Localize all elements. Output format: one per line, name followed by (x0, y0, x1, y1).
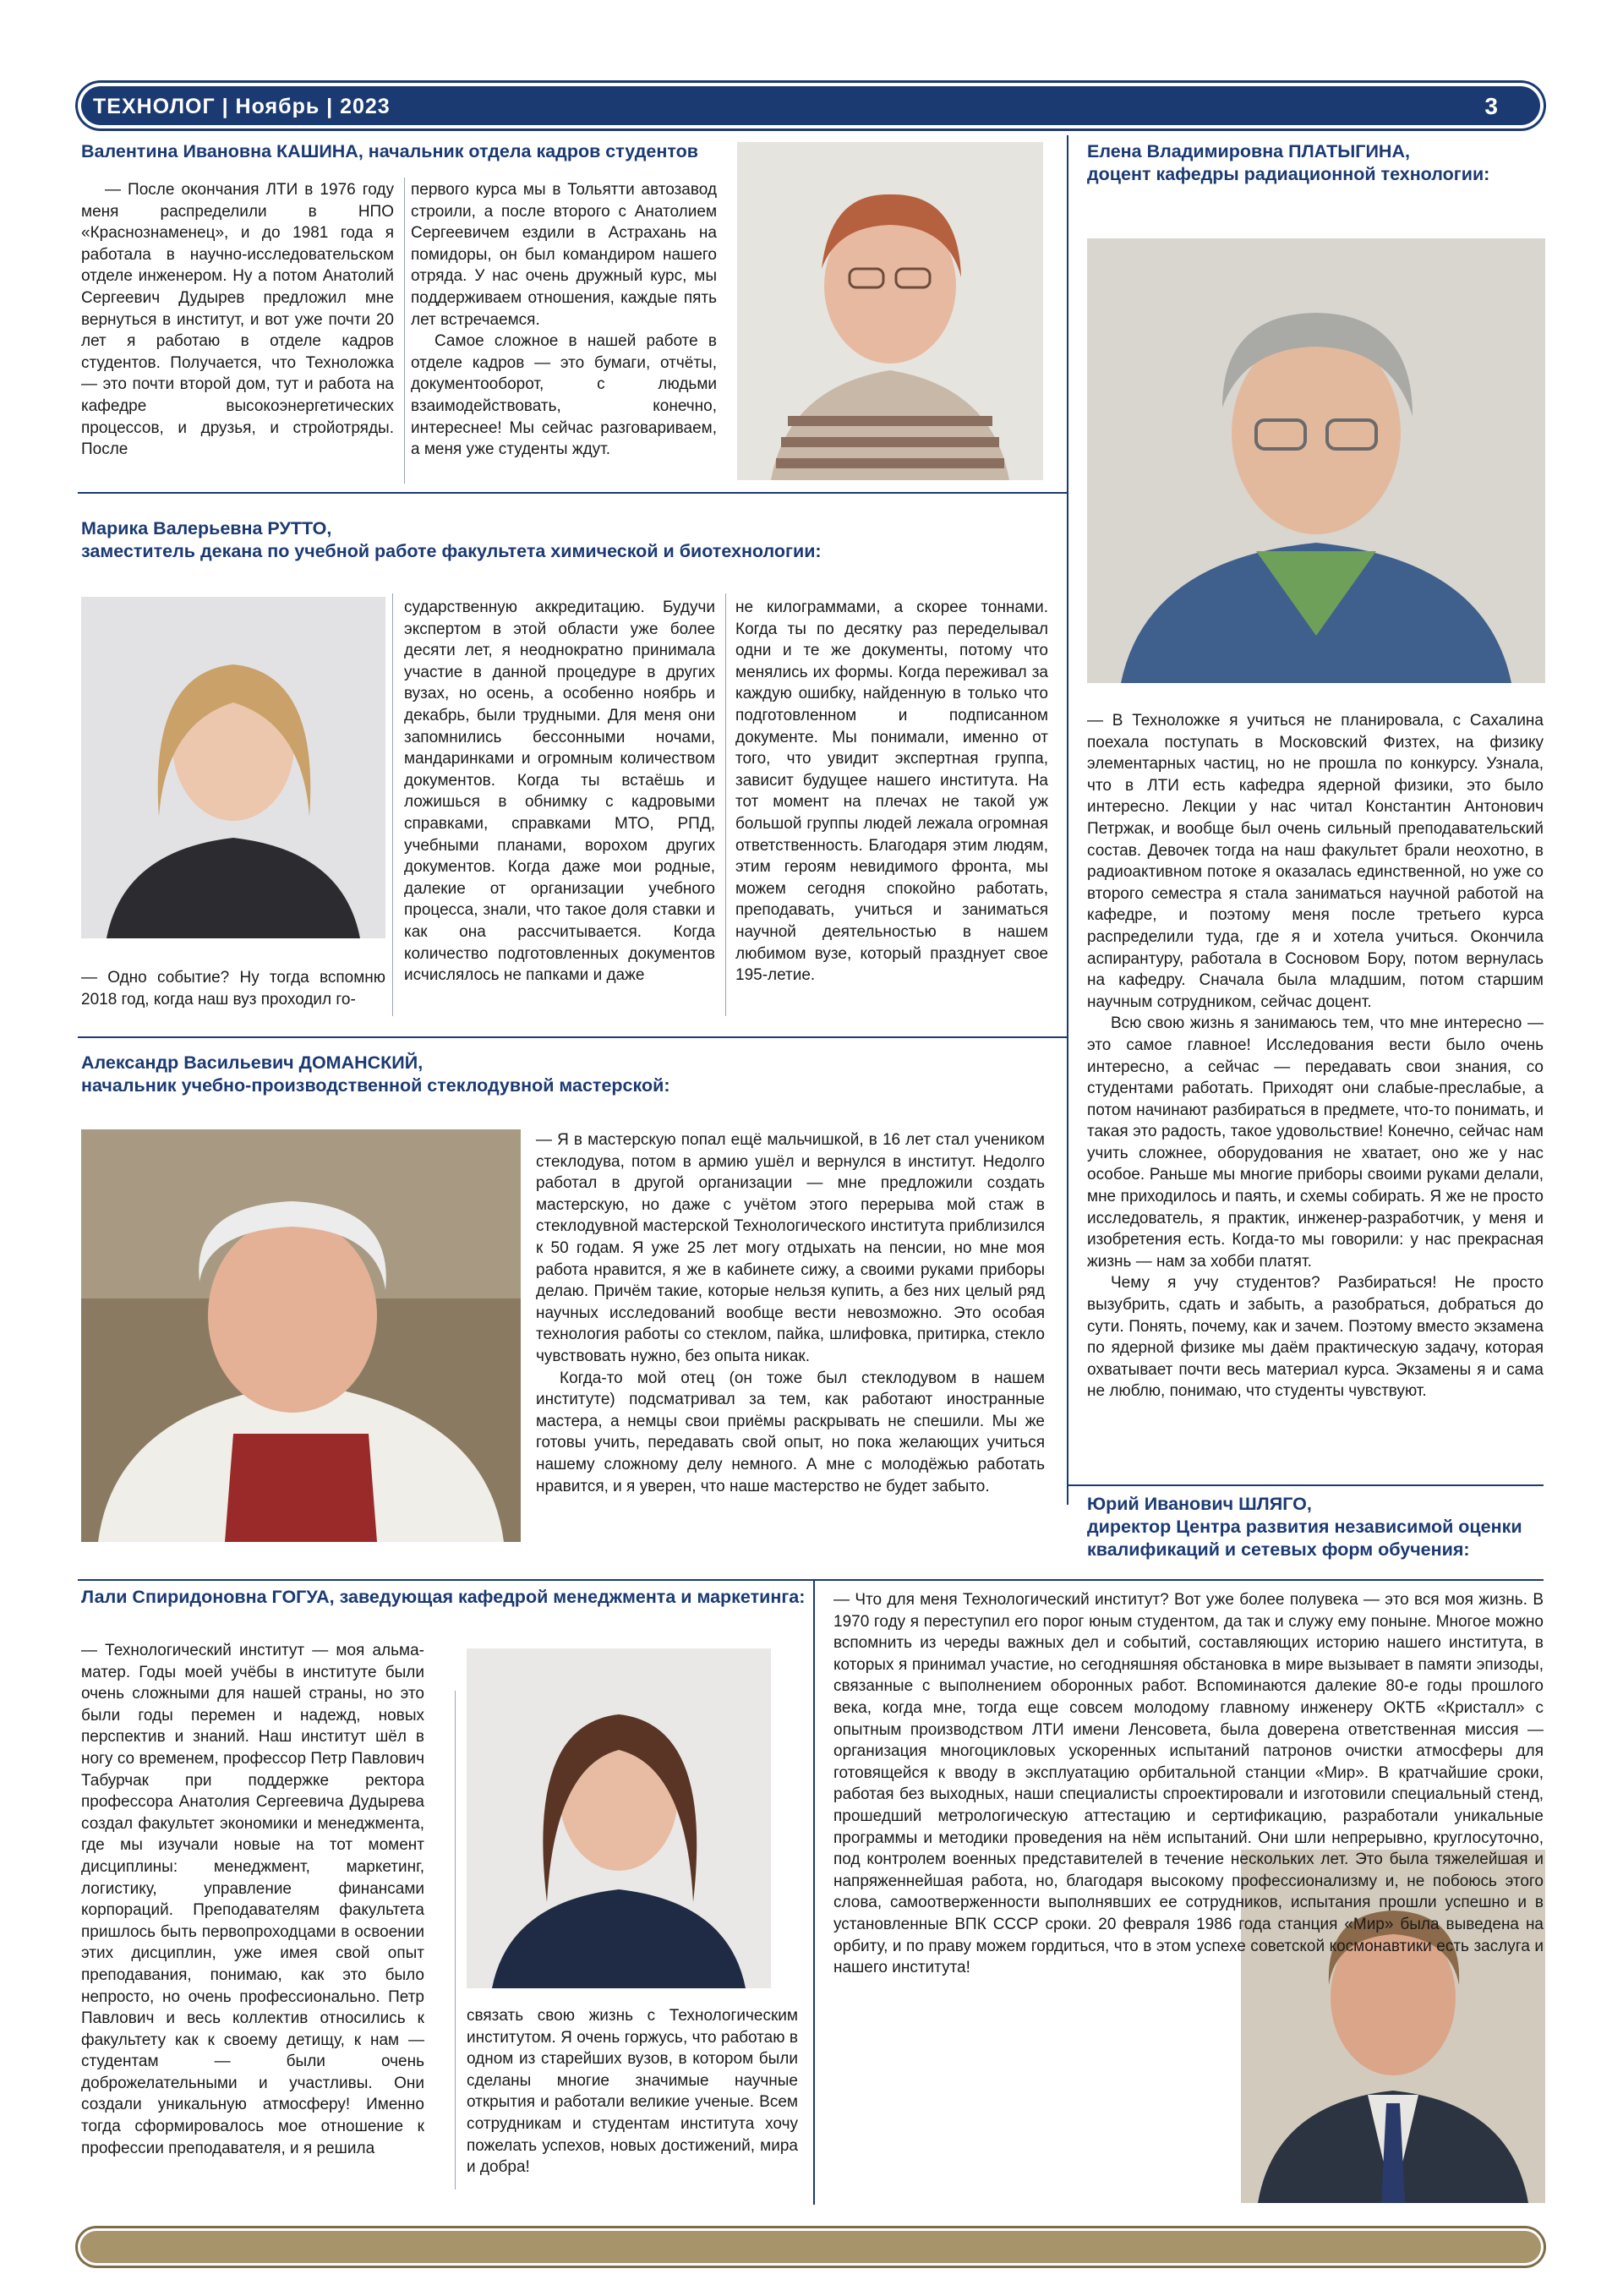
domansky-paragraph: — Я в мастерскую попал ещё мальчишкой, в 16 лет стал учеником стеклодува, потом в армию ушёл и вернулся в институт. Недолго работал в другой организации — мне предложили создать мастерскую, но даже с учётом этого перерыва мой стаж в стеклодувной мастерской Технологического института приблизился к 50 годам. Я уже 25 лет могу отдыхать на пенсии, но мне моя работа нравится, я же в кабинете сижу, а своими руками приборы делаю. Причём такие, которые нельзя купить, а без них целый ряд научных исследований вообще вести невозможно. Это особая технология работы со стеклом, пайка, шлифовка, притирка, стекло чувствовать нужно, без опыта никак. (536, 1131, 1045, 1365)
footer-band (78, 2228, 1544, 2266)
shlyago-position: директор Центра развития независимой оценки (1087, 1517, 1522, 1537)
rutto-position: заместитель декана по учебной работе факультета химической и биотехнологии: (81, 541, 822, 561)
domansky-text (536, 1129, 1045, 1497)
rutto-paragraph: сударственную аккредитацию. Будучи экспертом в этой области уже более десяти лет, я неоднократно принимала участие в данной процедуре в других вузах, но осень, а особенно ноябрь и декабрь, были трудными. Для меня они запомнились бессонными ночами, мандаринками и огромным количеством документов. Когда ты встаёшь и ложишься в обнимку с кадровыми справками, справками МТО, РПД, учебными планами, ворохом других документов. Когда даже мои родные, далекие от организации учебного процесса, знали, что такое доля ставки и как она рассчитывается. Когда количество подготовленных документов исчислялось не папками и даже (404, 599, 715, 985)
rutto-paragraph: не килограммами, а скорее тоннами. Когда ты по десятку раз переделывал одни и те же документы, потому что менялись их формы. Когда переживал за каждую ошибку, найденную в только что подготовленном и подписанном документе. Мы понимали, именно от того, что увидит экспертная группа, зависит будущее нашего института. На тот момент на плечах не такой уж большой группы людей лежала огромная ответственность. Благодаря этим людям, этим героям невидимого фронта, мы можем сегодня спокойно работать, преподавать, учиться и заниматься научной деятельностью в нашем любимом вузе, который празднует свое 195-летие. (735, 599, 1048, 985)
kashina-name: Валентина Ивановна КАШИНА, (81, 141, 363, 161)
gogua-paragraph: — Технологический институт — моя альма-матер. Годы моей учёбы в институте были очень сложными для нашей страны, но это были годы перемен и надежд, новых перспектив и знаний. Наш институт шёл в ногу со временем, профессор Петр Павлович Табурчак при поддержке ректора профессора Анатолия Сергеевича Дудырева создал факультет экономики и менеджмента, где мы изучали новые на тот момент дисциплины: менеджмент, маркетинг, логистику, управление финансами корпораций. Преподавателям факультета пришлось быть первопроходцами в освоении этих дисциплин, уже имея свой опыт преподавания, понимаю, как это было непросто, но очень профессионально. Петр Павлович и весь коллектив относились к факультету как к своему детищу, к нам — студентам — были очень доброжелательными и участливы. Они создали уникальную атмосферу! Именно тогда сформировалось мое отношение к профессии преподавателя, и я решила (81, 1642, 424, 2157)
masthead: ТЕХНОЛОГ | Ноябрь | 2023 (93, 95, 391, 118)
gogua-text-col2 (467, 2005, 798, 2178)
shlyago-text (833, 1589, 1544, 1977)
section-divider (1067, 1484, 1544, 1486)
domansky-position: начальник учебно-производственной стеклодувной мастерской: (81, 1075, 670, 1096)
page-number: 3 (1484, 93, 1498, 119)
kashina-text-col2 (411, 179, 717, 461)
kashina-photo (737, 142, 1043, 480)
platygina-heading (1087, 140, 1535, 186)
platygina-text (1087, 710, 1544, 1402)
shlyago-position-cont: квалификаций и сетевых форм обучения: (1087, 1539, 1470, 1560)
rutto-photo (81, 597, 385, 938)
gogua-heading (81, 1586, 808, 1609)
text-column-rule (455, 1691, 456, 2189)
shlyago-name: Юрий Иванович ШЛЯГО, (1087, 1494, 1312, 1514)
platygina-paragraph: Всю свою жизнь я занимаюсь тем, что мне интересно — это самое главное! Исследования вести было очень интересно, а сейчас — передавать свои знания, со студентами работать. Приходят они слабые-преслабые, а потом начинают разбираться в предмете, что-то понимать, и такая это радость, такое удовольствие! Конечно, сейчас нам учить сложнее, оборудования не хватает, оно же у нас особое. Раньше мы многие приборы своими руками делали, мне приходилось и паять, и схемы собирать. Я же не просто исследователь, я практик, инженер-разработчик, у меня и изобретения есть. Когда-то мы говорили: у нас прекрасная жизнь — нам за хобби платят. (1087, 1014, 1544, 1271)
kashina-paragraph: — После окончания ЛТИ в 1976 году меня распределили в НПО «Краснознаменец», и до 1981 года я работала в научно-исследовательском отделе инженером. Ну а потом Анатолий Сергеевич Дудырев предложил мне вернуться в институт, и вот уже почти 20 лет я работаю в отделе кадров студентов. Получается, что Техноложка — это почти второй дом, тут и работа на кафедре высокоэнергетических процессов, и друзья, и стройотряды. После (81, 181, 394, 459)
text-column-rule (404, 178, 405, 484)
gogua-paragraph: связать свою жизнь с Технологическим институтом. Я очень горжусь, что работаю в одном из старейших вузов, в котором были сделаны многие значимые научные открытия и работали великие ученые. Всем сотрудникам и студентам института хочу пожелать успехов, новых достижений, мира и добра! (467, 2007, 798, 2177)
column-divider (1067, 135, 1068, 1505)
text-column-rule (725, 593, 726, 1016)
platygina-name: Елена Владимировна ПЛАТЫГИНА, (1087, 141, 1410, 161)
platygina-position: доцент кафедры радиационной технологии: (1087, 164, 1490, 184)
rutto-paragraph: — Одно событие? Ну тогда вспомню 2018 год, когда наш вуз проходил го- (81, 969, 385, 1009)
kashina-heading (81, 140, 740, 163)
kashina-text-col1 (81, 179, 394, 461)
section-divider (78, 1036, 1067, 1038)
gogua-name: Лали Спиридоновна ГОГУА, (81, 1587, 335, 1607)
rutto-text-col1 (81, 967, 385, 1010)
platygina-paragraph: — В Техноложке я учиться не планировала, с Сахалина поехала поступать в Московский Физтех, на физику элементарных частиц, но не прошла по конкурсу. Узнала, что в ЛТИ есть кафедра ядерной физики, это было интересно. Лекции у нас читал Константин Антонович Петржак, и вообще был очень сильный преподавательский состав. Девочек тогда на наш факультет брали неохотно, в радиоактивном потоке я оказалась единственной, но уже со второго семестра я стала заниматься научной работой на кафедре, и поэтому меня после третьего курса распределили туда, где я и хотела учиться. Окончила аспирантуру, работала в Сосновом Бору, потом вернулась на кафедру. Сначала была младшим, потом старшим научным сотрудником, сейчас доцент. (1087, 712, 1544, 1011)
kashina-paragraph: Самое сложное в нашей работе в отделе кадров — это бумаги, отчёты, документооборот, с людьми взаимодействовать, конечно, интереснее! Мы сейчас разговариваем, а меня уже студенты ждут. (411, 332, 717, 459)
platygina-photo (1087, 238, 1545, 683)
domansky-name: Александр Васильевич ДОМАНСКИЙ, (81, 1052, 424, 1073)
rutto-text-col2 (404, 597, 715, 987)
gogua-text-col1 (81, 1640, 424, 2159)
section-divider (78, 492, 1067, 494)
rutto-text-col3 (735, 597, 1048, 987)
gogua-position: заведующая кафедрой менеджмента и маркетинга: (334, 1587, 806, 1607)
text-column-rule (392, 593, 393, 1016)
kashina-position: начальник отдела кадров студентов (363, 141, 698, 161)
platygina-paragraph: Чему я учу студентов? Разбираться! Не просто вызубрить, сдать и забыть, а разобраться, добраться до сути. Понять, почему, как и зачем. Поэтому вместо экзамена по ядерной физике мы даём практическую задачу, которая охватывает почти весь материал курса. Экзамены я и сама не люблю, понимаю, что студенты чувствуют. (1087, 1274, 1544, 1401)
shlyago-paragraph: — Что для меня Технологический институт? Вот уже более полувека — это вся моя жизнь. В 1970 году я переступил его порог юным студентом, да так и служу ему поныне. Многое можно вспомнить из череды важных дел и событий, составляющих историю нашего института, в которых я принимал участие, но сегодняшняя обстановка в мире вызывает в памяти эпизоды, связанные с выполнением оборонных работ. Вспоминаются далекие 80-е годы прошлого века, когда мне, тогда еще совсем молодому главному инженеру ОКТБ «Кристалл» с опытным производством ЛТИ имени Ленсовета, была доверена ответственная миссия — организация многоцикловых ускоренных испытаний патронов очистки атмосферы для готовящейся к вводу в эксплуатацию орбитальной станции «Мир». В кратчайшие сроки, работая без выходных, наши специалисты спроектировали и изготовили специальный стенд, прошедший метрологическую аттестацию и сертификацию, разработали уникальные программы и методики проведения на нём испытаний. Они шли непрерывно, круглосуточно, под контролем военных представителей в течение нескольких лет. Это была тяжелейшая и напряженнейшая работа, но, благодаря высокому профессионализму и, не побоюсь этого слова, самоотверженности выполнявших ее сотрудников, испытания прошли успешно и в установленные ВПК СССР сроки. 20 февраля 1986 года станция «Мир» была выведена на орбиту, и по праву можем гордиться, что в этом успехе советской космонавтики есть заслуга и нашего института! (833, 1591, 1544, 1977)
rutto-heading (81, 517, 1062, 563)
column-divider (813, 1579, 815, 2205)
section-divider (78, 1579, 1544, 1581)
rutto-name: Марика Валерьевна РУТТО, (81, 518, 332, 538)
gogua-photo (467, 1648, 771, 1988)
shlyago-heading (1087, 1493, 1535, 1561)
domansky-heading (81, 1052, 1062, 1097)
kashina-paragraph: первого курса мы в Тольятти автозавод строили, а после второго с Анатолием Сергеевичем ездили в Астрахань на помидоры, он был командиром нашего отряда. У нас очень дружный курс, мы поддерживаем отношения, каждые пять лет встречаемся. (411, 181, 717, 329)
domansky-photo (81, 1129, 521, 1542)
domansky-paragraph: Когда-то мой отец (он тоже был стеклодувом в нашем институте) подсматривал за тем, как работают иностранные мастера, а немцы свои приёмы раскрывать не спешили. Мы же готовы учить, передавать свой опыт, но пока желающих учиться нашему сложному делу немного. А мне с молодёжью работать нравится, и я уверен, что наше мастерство не будет забыто. (536, 1369, 1045, 1495)
